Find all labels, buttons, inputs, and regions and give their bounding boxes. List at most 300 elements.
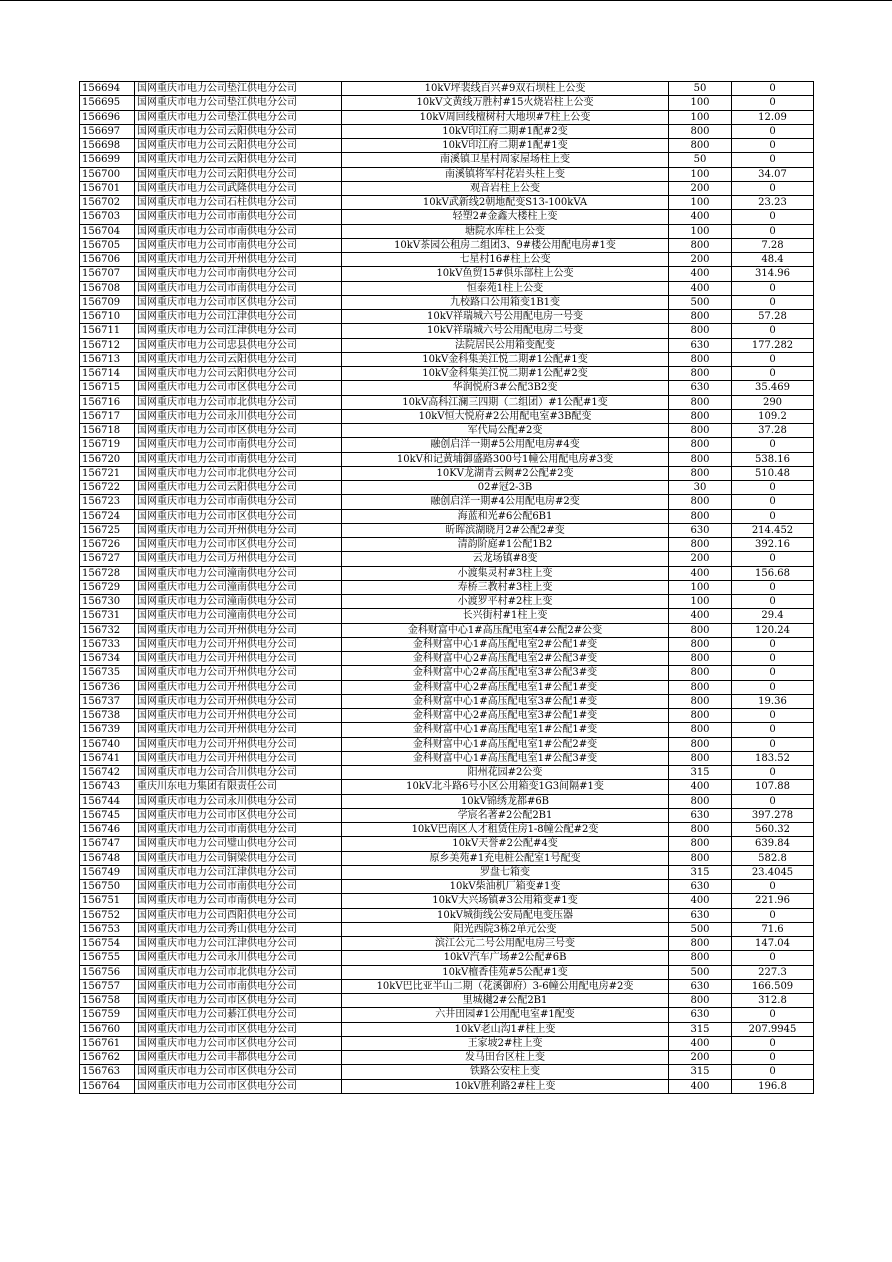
value-cell: 29.4 [732, 609, 814, 623]
transformer-name-cell: 10kV汽车广场#2公配#6B [342, 951, 669, 965]
row-id: 156715 [80, 381, 135, 395]
table-row [80, 951, 814, 965]
row-id: 156739 [80, 723, 135, 737]
capacity-cell: 200 [669, 1051, 732, 1065]
table-row [80, 196, 814, 210]
capacity-cell: 100 [669, 167, 732, 181]
company-cell: 国网重庆市电力公司江津供电分公司 [135, 865, 342, 879]
transformer-name-cell: 铁路公安柱上变 [342, 1065, 669, 1079]
company-cell: 国网重庆市电力公司市南供电分公司 [135, 823, 342, 837]
company-cell: 国网重庆市电力公司市南供电分公司 [135, 438, 342, 452]
table-row [80, 780, 814, 794]
row-id: 156759 [80, 1008, 135, 1022]
row-id: 156726 [80, 538, 135, 552]
transformer-name-cell: 发马田台区柱上变 [342, 1051, 669, 1065]
company-cell: 国网重庆市电力公司秀山供电分公司 [135, 922, 342, 936]
transformer-name-cell: 10kV城街线公安局配电变压器 [342, 908, 669, 922]
row-id: 156699 [80, 153, 135, 167]
row-id: 156728 [80, 566, 135, 580]
table-row [80, 395, 814, 409]
company-cell: 国网重庆市电力公司云阳供电分公司 [135, 367, 342, 381]
value-cell: 7.28 [732, 238, 814, 252]
transformer-name-cell: 小渡罗平村#2柱上变 [342, 595, 669, 609]
capacity-cell: 500 [669, 922, 732, 936]
transformer-name-cell: 10kV坪裴线百兴#9双石坝柱上公变 [342, 82, 669, 96]
capacity-cell: 630 [669, 808, 732, 822]
capacity-cell: 800 [669, 124, 732, 138]
value-cell: 34.07 [732, 167, 814, 181]
row-id: 156694 [80, 82, 135, 96]
transformer-name-cell: 金科财富中心1#高压配电室1#公配1#变 [342, 723, 669, 737]
transformer-name-cell: 寿桥三教村#3柱上变 [342, 580, 669, 594]
row-id: 156723 [80, 495, 135, 509]
table-row [80, 994, 814, 1008]
table-row [80, 466, 814, 480]
value-cell: 392.16 [732, 538, 814, 552]
table-row [80, 595, 814, 609]
row-id: 156703 [80, 210, 135, 224]
table-row [80, 438, 814, 452]
transformer-name-cell: 王家坡2#柱上变 [342, 1036, 669, 1050]
value-cell: 0 [732, 652, 814, 666]
top-rule [0, 0, 892, 1]
company-cell: 国网重庆市电力公司璧山供电分公司 [135, 837, 342, 851]
value-cell: 0 [732, 680, 814, 694]
row-id: 156760 [80, 1022, 135, 1036]
transformer-name-cell: 10kV巴比亚半山二期（花溪御府）3-6幢公用配电房#2变 [342, 979, 669, 993]
row-id: 156747 [80, 837, 135, 851]
company-cell: 国网重庆市电力公司市区供电分公司 [135, 509, 342, 523]
company-cell: 国网重庆市电力公司江津供电分公司 [135, 310, 342, 324]
capacity-cell: 800 [669, 737, 732, 751]
transformer-name-cell: 10kV柴油机厂箱变#1变 [342, 880, 669, 894]
capacity-cell: 400 [669, 609, 732, 623]
value-cell: 0 [732, 709, 814, 723]
transformer-name-cell: 金科财富中心1#高压配电室2#公配1#变 [342, 637, 669, 651]
table-row [80, 538, 814, 552]
table-row [80, 637, 814, 651]
transformer-name-cell: 观音岩柱上公变 [342, 181, 669, 195]
capacity-cell: 800 [669, 409, 732, 423]
transformer-name-cell: 南溪镇卫星村周家屋场柱上变 [342, 153, 669, 167]
value-cell: 0 [732, 880, 814, 894]
value-cell: 290 [732, 395, 814, 409]
table-row [80, 1065, 814, 1079]
company-cell: 国网重庆市电力公司开州供电分公司 [135, 694, 342, 708]
value-cell: 12.09 [732, 110, 814, 124]
capacity-cell: 500 [669, 295, 732, 309]
table-row [80, 823, 814, 837]
company-cell: 国网重庆市电力公司万州供电分公司 [135, 552, 342, 566]
value-cell: 120.24 [732, 623, 814, 637]
table-row [80, 96, 814, 110]
value-cell: 166.509 [732, 979, 814, 993]
value-cell: 0 [732, 210, 814, 224]
value-cell: 312.8 [732, 994, 814, 1008]
table-row [80, 580, 814, 594]
value-cell: 0 [732, 737, 814, 751]
table-row [80, 281, 814, 295]
value-cell: 510.48 [732, 466, 814, 480]
transformer-name-cell: 长兴街村#1柱上变 [342, 609, 669, 623]
transformer-name-cell: 10kV恒大悦府#2公用配电室#3B配变 [342, 409, 669, 423]
row-id: 156696 [80, 110, 135, 124]
company-cell: 国网重庆市电力公司市南供电分公司 [135, 452, 342, 466]
capacity-cell: 800 [669, 709, 732, 723]
row-id: 156734 [80, 652, 135, 666]
table-row [80, 652, 814, 666]
capacity-cell: 800 [669, 680, 732, 694]
capacity-cell: 800 [669, 495, 732, 509]
transformer-name-cell: 融创启洋一期#4公用配电房#2变 [342, 495, 669, 509]
capacity-cell: 800 [669, 452, 732, 466]
value-cell: 0 [732, 281, 814, 295]
value-cell: 23.23 [732, 196, 814, 210]
transformer-name-cell: 罗盘七箱变 [342, 865, 669, 879]
company-cell: 国网重庆市电力公司市南供电分公司 [135, 281, 342, 295]
company-cell: 国网重庆市电力公司云阳供电分公司 [135, 153, 342, 167]
capacity-cell: 800 [669, 623, 732, 637]
transformer-name-cell: 10kV周回线檀树村大地坝#7柱上公变 [342, 110, 669, 124]
transformer-name-cell: 10kV茶园公租房二组团3、9#楼公用配电房#1变 [342, 238, 669, 252]
value-cell: 0 [732, 666, 814, 680]
table-row [80, 723, 814, 737]
capacity-cell: 800 [669, 509, 732, 523]
table-row [80, 424, 814, 438]
company-cell: 国网重庆市电力公司潼南供电分公司 [135, 595, 342, 609]
transformer-name-cell: 10kV高科江澜三四期（二组团）#1公配#1变 [342, 395, 669, 409]
data-table [79, 81, 814, 1094]
company-cell: 国网重庆市电力公司开州供电分公司 [135, 523, 342, 537]
transformer-name-cell: 融创启洋一期#5公用配电房#4变 [342, 438, 669, 452]
company-cell: 国网重庆市电力公司云阳供电分公司 [135, 139, 342, 153]
capacity-cell: 400 [669, 267, 732, 281]
row-id: 156714 [80, 367, 135, 381]
company-cell: 国网重庆市电力公司潼南供电分公司 [135, 580, 342, 594]
row-id: 156757 [80, 979, 135, 993]
table-row [80, 509, 814, 523]
transformer-name-cell: 10kV武新线2朝地配变S13-100kVA [342, 196, 669, 210]
value-cell: 639.84 [732, 837, 814, 851]
value-cell: 0 [732, 1051, 814, 1065]
capacity-cell: 315 [669, 766, 732, 780]
value-cell: 0 [732, 794, 814, 808]
capacity-cell: 400 [669, 780, 732, 794]
company-cell: 国网重庆市电力公司江津供电分公司 [135, 324, 342, 338]
row-id: 156761 [80, 1036, 135, 1050]
row-id: 156750 [80, 880, 135, 894]
company-cell: 国网重庆市电力公司开州供电分公司 [135, 723, 342, 737]
table-row [80, 352, 814, 366]
table-row [80, 794, 814, 808]
row-id: 156742 [80, 766, 135, 780]
table-row [80, 666, 814, 680]
table-row [80, 623, 814, 637]
capacity-cell: 200 [669, 253, 732, 267]
company-cell: 国网重庆市电力公司市区供电分公司 [135, 1036, 342, 1050]
capacity-cell: 30 [669, 481, 732, 495]
row-id: 156758 [80, 994, 135, 1008]
company-cell: 国网重庆市电力公司开州供电分公司 [135, 623, 342, 637]
capacity-cell: 315 [669, 1022, 732, 1036]
table-row [80, 1079, 814, 1093]
row-id: 156713 [80, 352, 135, 366]
capacity-cell: 800 [669, 438, 732, 452]
capacity-cell: 100 [669, 96, 732, 110]
transformer-name-cell: 阳光西院3栋2单元公变 [342, 922, 669, 936]
table-row [80, 766, 814, 780]
capacity-cell: 630 [669, 338, 732, 352]
capacity-cell: 100 [669, 595, 732, 609]
value-cell: 0 [732, 295, 814, 309]
row-id: 156724 [80, 509, 135, 523]
row-id: 156730 [80, 595, 135, 609]
row-id: 156706 [80, 253, 135, 267]
value-cell: 314.96 [732, 267, 814, 281]
company-cell: 国网重庆市电力公司市区供电分公司 [135, 424, 342, 438]
company-cell: 国网重庆市电力公司垫江供电分公司 [135, 110, 342, 124]
row-id: 156754 [80, 937, 135, 951]
transformer-name-cell: 恒泰苑1柱上公变 [342, 281, 669, 295]
capacity-cell: 400 [669, 1079, 732, 1093]
company-cell: 国网重庆市电力公司市区供电分公司 [135, 295, 342, 309]
capacity-cell: 200 [669, 552, 732, 566]
company-cell: 国网重庆市电力公司开州供电分公司 [135, 709, 342, 723]
row-id: 156718 [80, 424, 135, 438]
transformer-name-cell: 金科财富中心1#高压配电室1#公配3#变 [342, 751, 669, 765]
value-cell: 48.4 [732, 253, 814, 267]
row-id: 156717 [80, 409, 135, 423]
value-cell: 0 [732, 766, 814, 780]
capacity-cell: 50 [669, 82, 732, 96]
transformer-name-cell: 云龙场镇#8变 [342, 552, 669, 566]
transformer-name-cell: 轻塑2#金鑫大楼柱上变 [342, 210, 669, 224]
table-row [80, 338, 814, 352]
row-id: 156735 [80, 666, 135, 680]
transformer-name-cell: 10kV印江府二期#1配#1变 [342, 139, 669, 153]
company-cell: 国网重庆市电力公司綦江供电分公司 [135, 1008, 342, 1022]
company-cell: 国网重庆市电力公司市区供电分公司 [135, 994, 342, 1008]
value-cell: 0 [732, 124, 814, 138]
transformer-name-cell: 金科财富中心2#高压配电室3#公配1#变 [342, 709, 669, 723]
row-id: 156707 [80, 267, 135, 281]
value-cell: 183.52 [732, 751, 814, 765]
capacity-cell: 800 [669, 837, 732, 851]
row-id: 156729 [80, 580, 135, 594]
table-row [80, 865, 814, 879]
value-cell: 107.88 [732, 780, 814, 794]
value-cell: 538.16 [732, 452, 814, 466]
company-cell: 国网重庆市电力公司永川供电分公司 [135, 794, 342, 808]
transformer-name-cell: 10kV金科集美江悦二期#1公配#1变 [342, 352, 669, 366]
capacity-cell: 800 [669, 751, 732, 765]
transformer-name-cell: 学宸名著#2公配2B1 [342, 808, 669, 822]
value-cell: 23.4045 [732, 865, 814, 879]
capacity-cell: 100 [669, 110, 732, 124]
value-cell: 0 [732, 595, 814, 609]
value-cell: 214.452 [732, 523, 814, 537]
row-id: 156731 [80, 609, 135, 623]
table-row [80, 937, 814, 951]
row-id: 156756 [80, 965, 135, 979]
value-cell: 0 [732, 1008, 814, 1022]
company-cell: 国网重庆市电力公司开州供电分公司 [135, 637, 342, 651]
table-row [80, 979, 814, 993]
transformer-name-cell: 滨江公元二号公用配电房三号变 [342, 937, 669, 951]
row-id: 156695 [80, 96, 135, 110]
value-cell: 227.3 [732, 965, 814, 979]
table-row [80, 965, 814, 979]
value-cell: 0 [732, 96, 814, 110]
capacity-cell: 800 [669, 324, 732, 338]
row-id: 156709 [80, 295, 135, 309]
table-row [80, 1022, 814, 1036]
company-cell: 国网重庆市电力公司云阳供电分公司 [135, 481, 342, 495]
table-row [80, 523, 814, 537]
transformer-name-cell: 10kV北斗路6号小区公用箱变1G3间隔#1变 [342, 780, 669, 794]
row-id: 156712 [80, 338, 135, 352]
transformer-name-cell: 金科财富中心1#高压配电室1#公配2#变 [342, 737, 669, 751]
company-cell: 国网重庆市电力公司市区供电分公司 [135, 1079, 342, 1093]
table-row [80, 310, 814, 324]
transformer-name-cell: 金科财富中心1#高压配电室4#公配2#公变 [342, 623, 669, 637]
company-cell: 国网重庆市电力公司永川供电分公司 [135, 951, 342, 965]
table-row [80, 1051, 814, 1065]
company-cell: 国网重庆市电力公司市南供电分公司 [135, 210, 342, 224]
table-row [80, 837, 814, 851]
table-row [80, 894, 814, 908]
transformer-name-cell: 昕晖滨湖晓月2#公配2#变 [342, 523, 669, 537]
capacity-cell: 630 [669, 381, 732, 395]
value-cell: 582.8 [732, 851, 814, 865]
capacity-cell: 630 [669, 908, 732, 922]
capacity-cell: 800 [669, 994, 732, 1008]
company-cell: 国网重庆市电力公司市区供电分公司 [135, 381, 342, 395]
row-id: 156746 [80, 823, 135, 837]
value-cell: 207.9945 [732, 1022, 814, 1036]
row-id: 156740 [80, 737, 135, 751]
value-cell: 35.469 [732, 381, 814, 395]
row-id: 156708 [80, 281, 135, 295]
transformer-name-cell: 军代局公配#2变 [342, 424, 669, 438]
value-cell: 37.28 [732, 424, 814, 438]
company-cell: 国网重庆市电力公司开州供电分公司 [135, 751, 342, 765]
table-row [80, 1036, 814, 1050]
company-cell: 国网重庆市电力公司市南供电分公司 [135, 495, 342, 509]
table-row [80, 922, 814, 936]
capacity-cell: 800 [669, 310, 732, 324]
transformer-name-cell: 10kV巴南区人才租赁住房1-8幢公配#2变 [342, 823, 669, 837]
value-cell: 0 [732, 153, 814, 167]
company-cell: 国网重庆市电力公司市区供电分公司 [135, 808, 342, 822]
capacity-cell: 200 [669, 181, 732, 195]
transformer-name-cell: 10kV檀香佳苑#5公配#1变 [342, 965, 669, 979]
row-id: 156753 [80, 922, 135, 936]
capacity-cell: 100 [669, 224, 732, 238]
table-row [80, 110, 814, 124]
capacity-cell: 400 [669, 1036, 732, 1050]
capacity-cell: 315 [669, 865, 732, 879]
row-id: 156705 [80, 238, 135, 252]
table-row [80, 82, 814, 96]
value-cell: 19.36 [732, 694, 814, 708]
transformer-name-cell: 10kV印江府二期#1配#2变 [342, 124, 669, 138]
value-cell: 147.04 [732, 937, 814, 951]
company-cell: 国网重庆市电力公司云阳供电分公司 [135, 352, 342, 366]
value-cell: 0 [732, 352, 814, 366]
company-cell: 国网重庆市电力公司江津供电分公司 [135, 937, 342, 951]
table-row [80, 609, 814, 623]
capacity-cell: 315 [669, 1065, 732, 1079]
transformer-name-cell: 10kV大兴场镇#3公用箱变#1变 [342, 894, 669, 908]
transformer-name-cell: 10kV祥瑞城六号公用配电房二号变 [342, 324, 669, 338]
row-id: 156698 [80, 139, 135, 153]
transformer-name-cell: 九校路口公用箱变1B1变 [342, 295, 669, 309]
row-id: 156738 [80, 709, 135, 723]
company-cell: 国网重庆市电力公司开州供电分公司 [135, 652, 342, 666]
company-cell: 国网重庆市电力公司武隆供电分公司 [135, 181, 342, 195]
company-cell: 国网重庆市电力公司云阳供电分公司 [135, 167, 342, 181]
table-row [80, 908, 814, 922]
value-cell: 0 [732, 324, 814, 338]
transformer-name-cell: 10kV祥瑞城六号公用配电房一号变 [342, 310, 669, 324]
table-row [80, 694, 814, 708]
capacity-cell: 800 [669, 367, 732, 381]
company-cell: 国网重庆市电力公司开州供电分公司 [135, 666, 342, 680]
transformer-name-cell: 法院居民公用箱变配变 [342, 338, 669, 352]
transformer-name-cell: 10kV锦绣龙都#6B [342, 794, 669, 808]
transformer-name-cell: 金科财富中心2#高压配电室1#公配1#变 [342, 680, 669, 694]
row-id: 156749 [80, 865, 135, 879]
transformer-name-cell: 10kV鱼贸15#俱乐部柱上公变 [342, 267, 669, 281]
value-cell: 0 [732, 908, 814, 922]
capacity-cell: 630 [669, 880, 732, 894]
capacity-cell: 500 [669, 965, 732, 979]
company-cell: 国网重庆市电力公司市南供电分公司 [135, 238, 342, 252]
row-id: 156697 [80, 124, 135, 138]
value-cell: 0 [732, 951, 814, 965]
table-row [80, 153, 814, 167]
capacity-cell: 800 [669, 637, 732, 651]
table-row [80, 139, 814, 153]
capacity-cell: 630 [669, 1008, 732, 1022]
row-id: 156736 [80, 680, 135, 694]
capacity-cell: 400 [669, 281, 732, 295]
transformer-name-cell: 金科财富中心2#高压配电室3#公配3#变 [342, 666, 669, 680]
value-cell: 560.32 [732, 823, 814, 837]
transformer-name-cell: 02#冠2-3B [342, 481, 669, 495]
value-cell: 0 [732, 438, 814, 452]
capacity-cell: 800 [669, 652, 732, 666]
table-row [80, 851, 814, 865]
table-row [80, 238, 814, 252]
table-row [80, 481, 814, 495]
value-cell: 0 [732, 481, 814, 495]
transformer-name-cell: 七星村16#柱上公变 [342, 253, 669, 267]
row-id: 156727 [80, 552, 135, 566]
company-cell: 国网重庆市电力公司合川供电分公司 [135, 766, 342, 780]
table-row [80, 124, 814, 138]
value-cell: 71.6 [732, 922, 814, 936]
table-row [80, 495, 814, 509]
company-cell: 重庆川东电力集团有限责任公司 [135, 780, 342, 794]
transformer-name-cell: 海蓝和光#6公配6B1 [342, 509, 669, 523]
row-id: 156702 [80, 196, 135, 210]
table-row [80, 224, 814, 238]
transformer-name-cell: 10kV老山沟1#柱上变 [342, 1022, 669, 1036]
company-cell: 国网重庆市电力公司石柱供电分公司 [135, 196, 342, 210]
table-row [80, 409, 814, 423]
